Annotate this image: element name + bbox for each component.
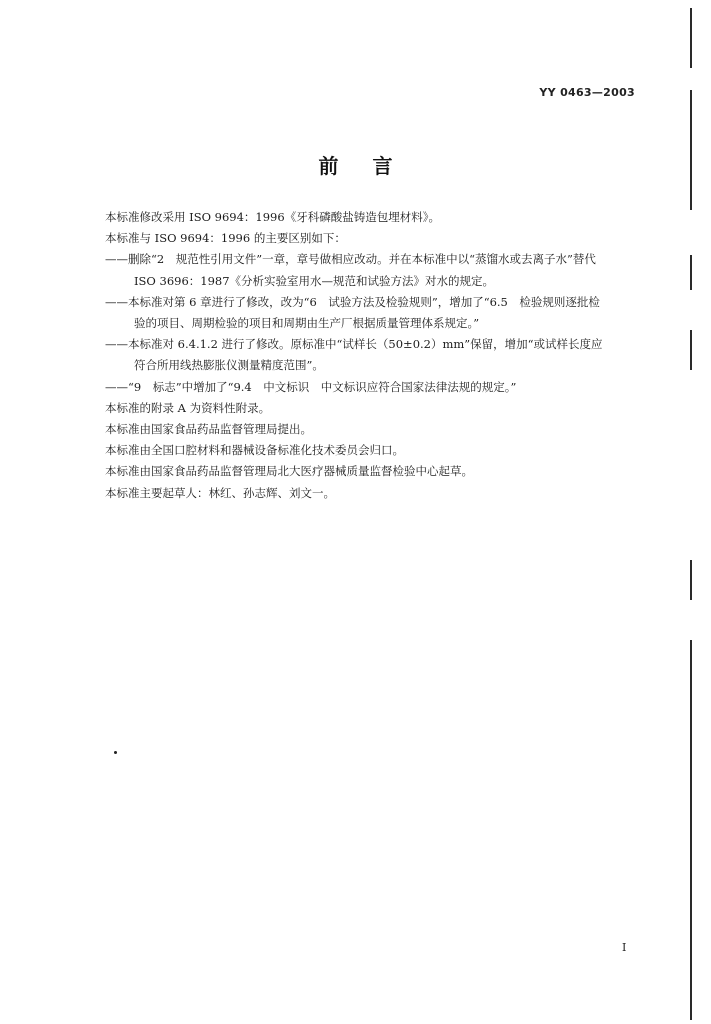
page-title: 前言 bbox=[318, 154, 427, 178]
paragraph: 本标准的附录 A 为资料性附录。 bbox=[105, 400, 271, 415]
foreword-body bbox=[105, 207, 645, 504]
list-item: ——删除“2 规范性引用文件”一章，章号做相应改动。并在本标准中以“蒸馏水或去离子水”替代 bbox=[105, 252, 596, 267]
scan-edge-line bbox=[690, 330, 692, 370]
paragraph: 本标准由国家食品药品监督管理局提出。 bbox=[105, 422, 312, 437]
paragraph: 本标准由全国口腔材料和器械设备标准化技术委员会归口。 bbox=[105, 443, 404, 458]
list-item: ——本标准对第 6 章进行了修改，改为“6 试验方法及检验规则”，增加了“6.5 检验规则逐批检 bbox=[105, 294, 600, 309]
paragraph: 本标准主要起草人：林红、孙志辉、刘文一。 bbox=[105, 485, 335, 500]
document-number: YY 0463—2003 bbox=[539, 86, 635, 99]
paragraph: 本标准与 ISO 9694：1996 的主要区别如下： bbox=[105, 231, 346, 246]
list-item-continuation: 验的项目、周期检验的项目和周期由生产厂根据质量管理体系规定。” bbox=[134, 316, 480, 331]
list-item-continuation: ISO 3696：1987《分析实验室用水—规范和试验方法》对水的规定。 bbox=[134, 273, 495, 288]
list-item: ——“9 标志”中增加了“9.4 中文标识 中文标识应符合国家法律法规的规定。” bbox=[105, 379, 517, 394]
scan-speck bbox=[114, 751, 117, 754]
list-item: ——本标准对 6.4.1.2 进行了修改。原标准中“试样长（50±0.2）mm”保留，增加“或试样长度应 bbox=[105, 337, 603, 352]
paragraph: 本标准修改采用 ISO 9694：1996《牙科磷酸盐铸造包埋材料》。 bbox=[105, 210, 440, 224]
paragraph: 本标准由国家食品药品监督管理局北大医疗器械质量监督检验中心起草。 bbox=[105, 464, 473, 479]
scan-edge-line bbox=[690, 8, 692, 68]
scan-edge-line bbox=[690, 640, 692, 1020]
list-item-continuation: 符合所用线热膨胀仪测量精度范围”。 bbox=[134, 358, 324, 373]
scan-edge-line bbox=[690, 255, 692, 290]
page-number: I bbox=[622, 941, 627, 954]
scan-edge-line bbox=[690, 560, 692, 600]
